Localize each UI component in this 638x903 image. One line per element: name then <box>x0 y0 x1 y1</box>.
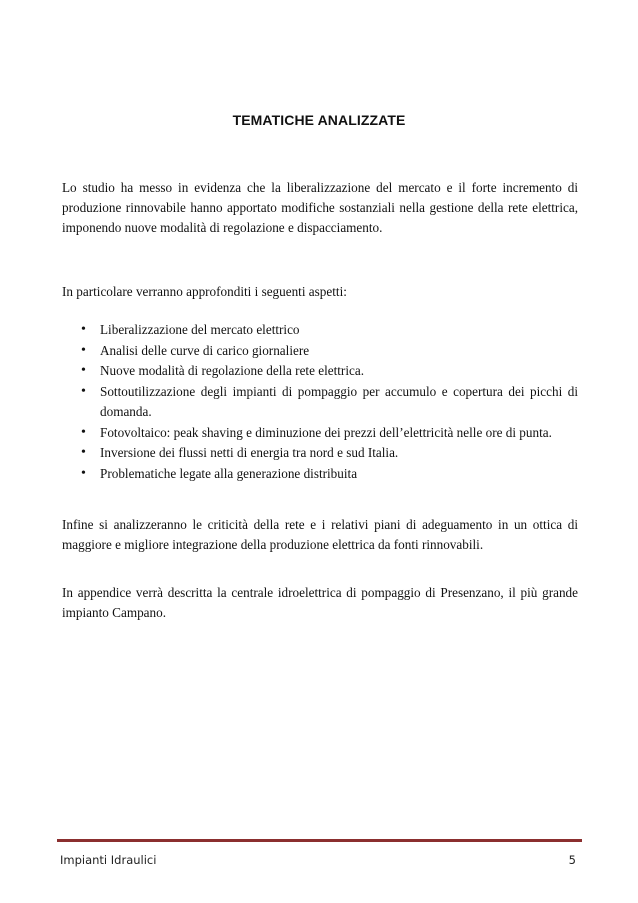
footer-rule <box>57 839 582 842</box>
list-item-text: Analisi delle curve di carico giornaliere <box>100 342 310 358</box>
list-item <box>62 361 578 382</box>
bullet-icon: • <box>81 424 86 440</box>
bullet-icon: • <box>81 363 86 378</box>
section-title: TEMATICHE ANALIZZATE <box>232 112 406 128</box>
list-item <box>62 382 578 423</box>
footer-title: Impianti Idraulici <box>60 853 157 867</box>
list-item <box>62 443 578 464</box>
list-item-text: Liberalizzazione del mercato elettrico <box>100 322 300 337</box>
bullet-icon: • <box>81 342 86 358</box>
conclusion-paragraph: Infine si analizzeranno le criticità della rete e i relativi piani di adeguamento in un ottica di maggiore e migliore integrazione della produzione elettrica da fonti rinnovabili. <box>62 517 578 552</box>
list-item <box>62 423 578 444</box>
aspects-bullet-list <box>62 320 578 484</box>
bullet-icon: • <box>81 465 86 481</box>
list-item-text: Fotovoltaico: peak shaving e diminuzione dei prezzi dell’elettricità nelle ore di punta. <box>100 424 552 440</box>
bullet-icon: • <box>81 322 86 337</box>
intro-paragraph: Lo studio ha messo in evidenza che la liberalizzazione del mercato e il forte incremento di produzione rinnovabile hanno apportato modifiche sostanziali nella gestione della rete elettrica, imponendo nuove modalità di regolazione e dispacciamento. <box>62 180 578 235</box>
list-item-text: Nuove modalità di regolazione della rete elettrica. <box>100 363 364 378</box>
list-item <box>62 320 578 341</box>
page-number: 5 <box>568 853 576 867</box>
bullet-icon: • <box>81 445 86 460</box>
list-item-text: Inversione dei flussi netti di energia tra nord e sud Italia. <box>100 445 399 460</box>
bullet-icon: • <box>81 383 86 399</box>
list-item <box>62 464 578 485</box>
list-item-text: Sottoutilizzazione degli impianti di pompaggio per accumulo e copertura dei picchi di domanda. <box>100 383 578 419</box>
list-item-text: Problematiche legate alla generazione distribuita <box>100 465 358 481</box>
aspects-intro-paragraph: In particolare verranno approfonditi i seguenti aspetti: <box>62 284 347 299</box>
appendix-paragraph: In appendice verrà descritta la centrale idroelettrica di pompaggio di Presenzano, il più grande impianto Campano. <box>62 585 578 620</box>
list-item <box>62 341 578 362</box>
